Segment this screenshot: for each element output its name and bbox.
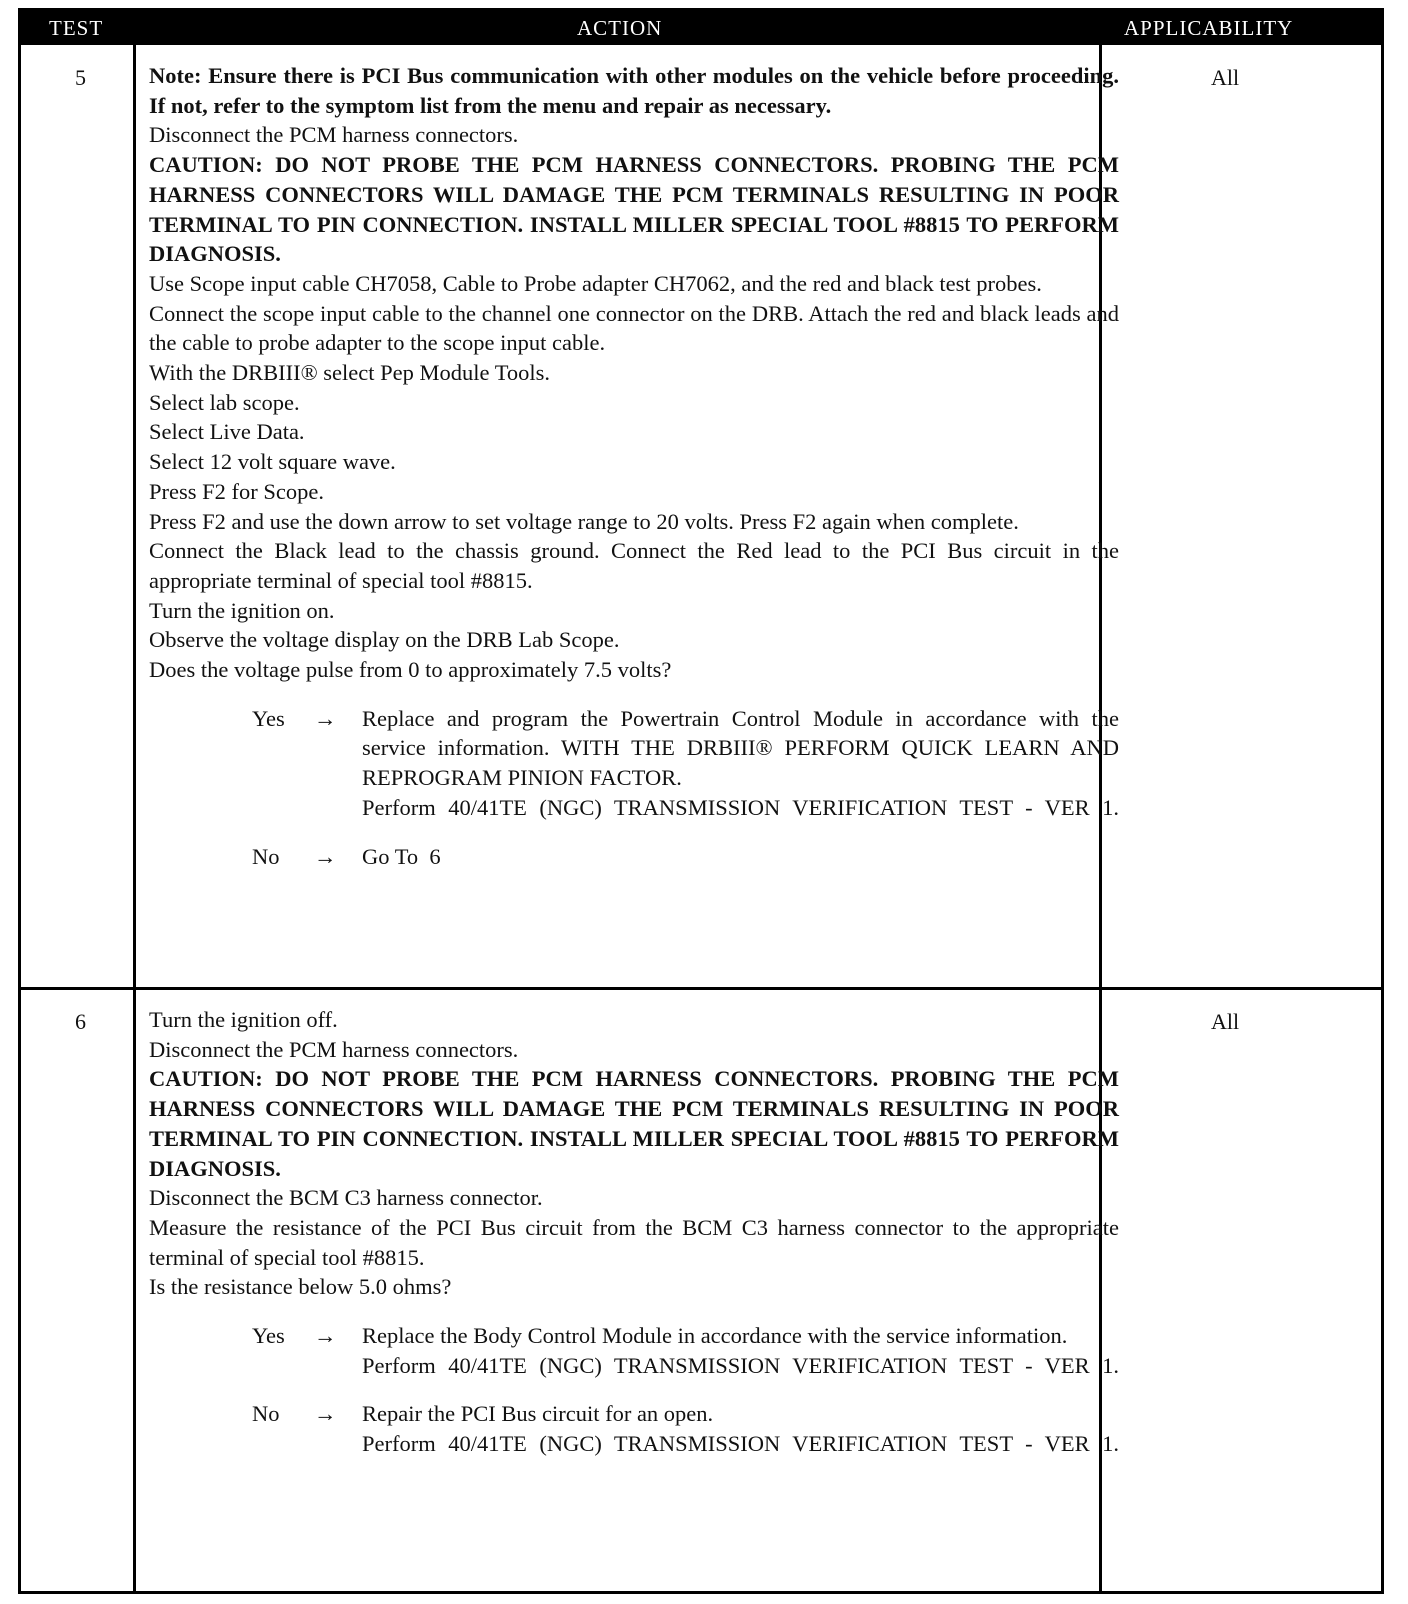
- question-text: Is the resistance below 5.0 ohms?: [149, 1274, 452, 1300]
- applicability-value: All: [1211, 65, 1240, 90]
- test-number: 6: [75, 1009, 86, 1034]
- header-applicability: APPLICABILITY: [1124, 16, 1294, 40]
- step-text: Select lab scope.: [149, 389, 300, 415]
- option-text: Replace the Body Control Module in accordance with the service information.: [362, 1323, 1068, 1349]
- step-text: Select 12 volt square wave.: [149, 449, 396, 475]
- option-text-2: Perform 40/41TE (NGC) TRANSMISSION VERIFICATION TEST - VER 1.: [362, 794, 1119, 820]
- step-text: Measure the resistance of the PCI Bus circuit from the BCM C3 harness connector to the appropriate terminal of special tool #8815.: [149, 1214, 1119, 1270]
- option-text: Repair the PCI Bus circuit for an open.: [362, 1401, 714, 1427]
- step-text: Disconnect the BCM C3 harness connector.: [149, 1185, 543, 1211]
- option-label: Yes: [252, 1323, 285, 1349]
- action-cell: [149, 61, 1119, 871]
- step-text: Select Live Data.: [149, 419, 305, 445]
- step-text: Connect the Black lead to the chassis ground. Connect the Red lead to the PCI Bus circuit in the appropriate terminal of special tool #8815.: [149, 538, 1119, 593]
- option-text: Replace and program the Powertrain Control Module in accordance with the service information. WITH THE DRBIII® PERFORM QUICK LEARN AND REPROGRAM PINION FACTOR.: [362, 705, 1119, 791]
- column-divider: [133, 11, 136, 1591]
- option-text-2: Perform 40/41TE (NGC) TRANSMISSION VERIFICATION TEST - VER 1.: [362, 1431, 1119, 1457]
- option-text-2: Perform 40/41TE (NGC) TRANSMISSION VERIFICATION TEST - VER 1.: [362, 1352, 1119, 1378]
- row-divider: [21, 987, 1381, 990]
- yes-option: [252, 1321, 1119, 1380]
- question-text: Does the voltage pulse from 0 to approximately 7.5 volts?: [149, 657, 672, 683]
- yes-option: [252, 704, 1119, 823]
- action-cell: [149, 1005, 1119, 1459]
- no-option: [252, 842, 1119, 872]
- diagnostic-table: [18, 8, 1384, 1594]
- step-text: Disconnect the PCM harness connectors.: [149, 1036, 519, 1062]
- step-text: Press F2 for Scope.: [149, 478, 324, 504]
- step-text: With the DRBIII® select Pep Module Tools.: [149, 360, 551, 386]
- table-header: [21, 11, 1381, 45]
- step-text: Turn the ignition on.: [149, 597, 335, 623]
- option-text[interactable]: Go To 6: [362, 843, 441, 869]
- option-label: No: [252, 1401, 280, 1427]
- header-test: TEST: [49, 16, 104, 40]
- step-text: Disconnect the PCM harness connectors.: [149, 122, 519, 148]
- no-option: [252, 1399, 1119, 1458]
- header-action: ACTION: [577, 16, 663, 40]
- step-text: Turn the ignition off.: [149, 1007, 338, 1032]
- step-text: Connect the scope input cable to the channel one connector on the DRB. Attach the red and black leads and the cable to probe adapter to the scope input cable.: [149, 300, 1119, 356]
- option-label: No: [252, 843, 280, 869]
- step-text: Press F2 and use the down arrow to set voltage range to 20 volts. Press F2 again when complete.: [149, 508, 1019, 534]
- arrow-right-icon: →: [314, 1323, 337, 1349]
- caution-text: CAUTION: DO NOT PROBE THE PCM HARNESS CONNECTORS. PROBING THE PCM HARNESS CONNECTORS WILL DAMAGE THE PCM TERMINALS RESULTING IN POOR TERMINAL TO PIN CONNECTION. INSTALL MILLER SPECIAL TOOL #8815 TO PERFORM DIAGNOSIS.: [149, 152, 1119, 267]
- option-label: Yes: [252, 705, 285, 731]
- test-number: 5: [75, 65, 86, 90]
- note-text: Note: Ensure there is PCI Bus communication with other modules on the vehicle before proceeding. If not, refer to the symptom list from the menu and repair as necessary.: [149, 63, 1119, 118]
- arrow-right-icon: →: [314, 843, 337, 869]
- applicability-value: All: [1211, 1009, 1240, 1034]
- arrow-right-icon: →: [314, 1401, 337, 1427]
- step-text: Use Scope input cable CH7058, Cable to Probe adapter CH7062, and the red and black test probes.: [149, 270, 1042, 296]
- caution-text: CAUTION: DO NOT PROBE THE PCM HARNESS CONNECTORS. PROBING THE PCM HARNESS CONNECTORS WILL DAMAGE THE PCM TERMINALS RESULTING IN POOR TERMINAL TO PIN CONNECTION. INSTALL MILLER SPECIAL TOOL #8815 TO PERFORM DIAGNOSIS.: [149, 1066, 1119, 1181]
- arrow-right-icon: →: [314, 705, 337, 731]
- step-text: Observe the voltage display on the DRB Lab Scope.: [149, 627, 620, 653]
